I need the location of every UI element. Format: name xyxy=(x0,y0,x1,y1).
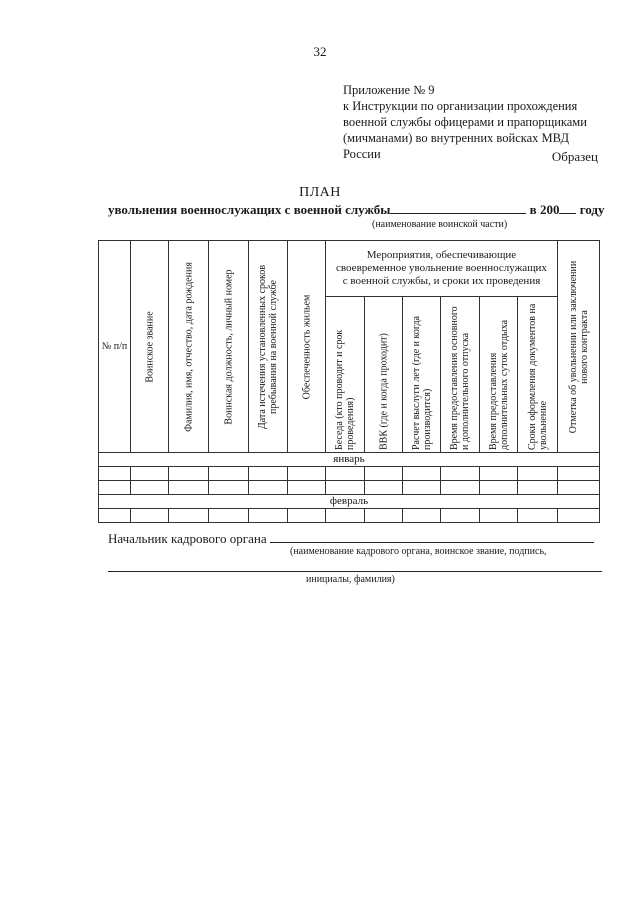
plan-table xyxy=(98,240,600,523)
year-blank xyxy=(559,201,576,214)
appendix-line: военной службы офицерами и прапорщиками xyxy=(343,115,587,129)
table-row xyxy=(99,467,600,481)
chief-signature-line xyxy=(108,530,594,547)
col-measures-header: Мероприятия, обеспечивающие своевременное увольнение военнослужащих с военной службы, и сроки их проведения xyxy=(326,241,558,297)
appendix-line: к Инструкции по организации прохождения xyxy=(343,99,578,113)
col-mark-header: Отметка об увольнении или заключении нового контракта xyxy=(558,241,600,453)
sub-docs-header: Сроки оформления документов на увольнение xyxy=(518,297,558,453)
plan-heading-line xyxy=(108,201,605,218)
sub-leave-header: Время предоставления основного и дополнительного отпуска xyxy=(441,297,480,453)
col-housing-header: Обеспеченность жильем xyxy=(288,241,326,453)
unit-name-blank xyxy=(390,201,526,214)
sub-rest-header: Время предоставления дополнительных суток отдыха xyxy=(480,297,518,453)
col-rank-header: Воинское звание xyxy=(131,241,169,453)
col-position-header: Воинская должность, личный номер xyxy=(209,241,249,453)
plan-heading-text: увольнения военнослужащих с военной службы xyxy=(108,202,391,217)
table-row xyxy=(99,481,600,495)
sub-talk-header: Беседа (кто проводит и срок проведения) xyxy=(326,297,365,453)
page-number: 32 xyxy=(313,44,327,59)
chief-blank xyxy=(270,530,594,543)
signature-caption-1: (наименование кадрового органа, воинское звание, подпись, xyxy=(290,546,547,557)
sample-label: Образец xyxy=(551,149,598,164)
chief-label: Начальник кадрового органа xyxy=(108,531,267,546)
month-row-january xyxy=(99,453,600,467)
plan-title: ПЛАН xyxy=(299,185,341,200)
plan-year-prefix: в 200 xyxy=(529,202,560,217)
col-expiry-header: Дата истечения установленных сроков пребывания на военной службе xyxy=(249,241,288,453)
sub-vvk-header: ВВК (где и когда проходит) xyxy=(365,297,403,453)
plan-year-suffix: году xyxy=(579,202,605,217)
sub-service-header: Расчет выслуги лет (где и когда производится) xyxy=(403,297,441,453)
unit-caption: (наименование воинской части) xyxy=(372,219,508,230)
appendix-line: России xyxy=(343,147,381,161)
month-label: январь xyxy=(99,453,600,467)
table-row xyxy=(99,509,600,523)
signature-caption-2: инициалы, фамилия) xyxy=(306,574,395,585)
col-name-header: Фамилия, имя, отчество, дата рождения xyxy=(169,241,209,453)
month-row-february xyxy=(99,495,600,509)
appendix-line: Приложение № 9 xyxy=(343,83,435,97)
appendix-line: (мичманами) во внутренних войсках МВД xyxy=(343,131,570,145)
col-number-header: № п/п xyxy=(99,241,131,453)
month-label: февраль xyxy=(99,495,600,509)
signature-blank-line xyxy=(108,571,602,572)
